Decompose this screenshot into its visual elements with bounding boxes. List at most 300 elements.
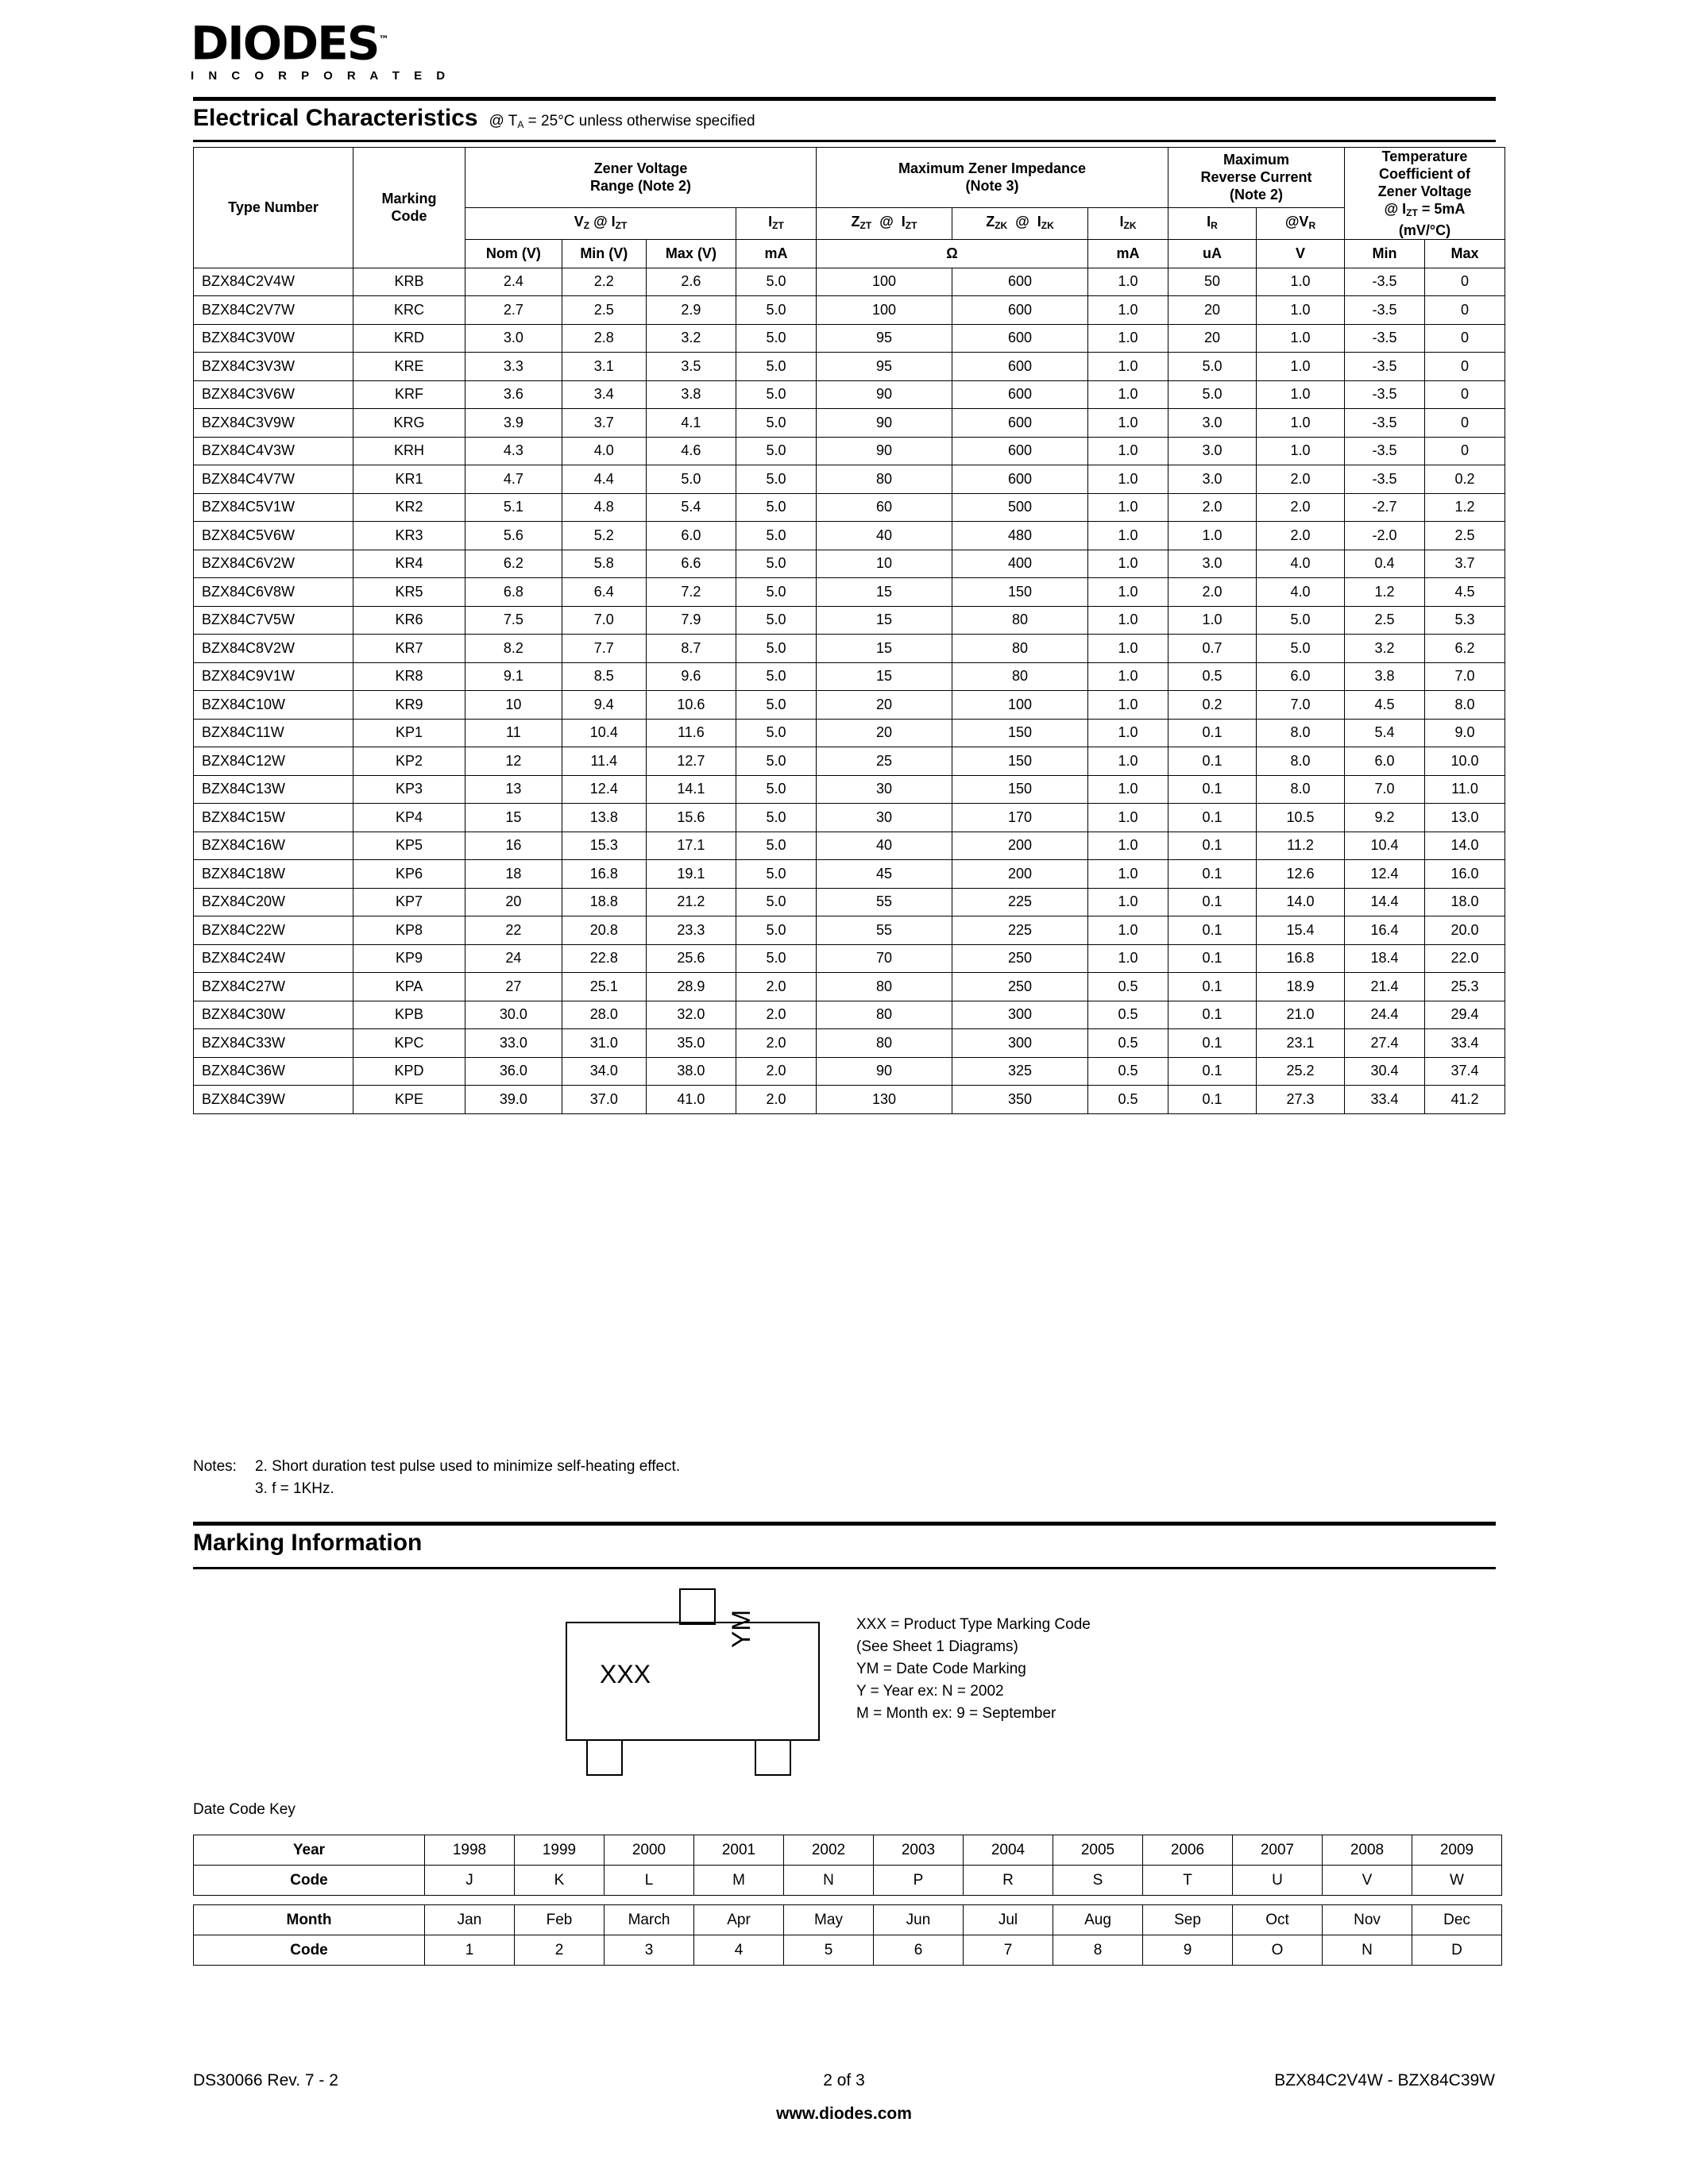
table-cell: 0.1 bbox=[1168, 832, 1257, 860]
date-code-cell: 8 bbox=[1053, 1935, 1143, 1966]
table-cell: 5.0 bbox=[736, 606, 817, 635]
table-cell: 14.4 bbox=[1345, 888, 1425, 916]
table-cell: 5.0 bbox=[736, 747, 817, 776]
table-cell: 17.1 bbox=[646, 832, 736, 860]
unit-nom-v: Nom (V) bbox=[465, 240, 562, 268]
table-cell: 8.0 bbox=[1425, 691, 1505, 720]
table-cell: 15 bbox=[817, 662, 952, 691]
table-cell: 0.1 bbox=[1168, 916, 1257, 945]
table-cell: 2.6 bbox=[646, 268, 736, 296]
table-cell: 300 bbox=[952, 1001, 1088, 1029]
table-cell: 11 bbox=[465, 719, 562, 747]
table-cell: -3.5 bbox=[1345, 324, 1425, 353]
date-code-cell: O bbox=[1233, 1935, 1323, 1966]
cell-type-number: BZX84C6V2W bbox=[194, 550, 353, 578]
table-cell: 10 bbox=[465, 691, 562, 720]
table-body bbox=[194, 268, 1505, 1113]
table-cell: 80 bbox=[817, 1001, 952, 1029]
table-cell: 10.4 bbox=[1345, 832, 1425, 860]
cell-type-number: BZX84C39W bbox=[194, 1086, 353, 1114]
table-cell: 1.0 bbox=[1088, 353, 1168, 381]
table-row bbox=[194, 380, 1505, 409]
table-row bbox=[194, 1086, 1505, 1114]
cell-type-number: BZX84C16W bbox=[194, 832, 353, 860]
table-cell: 2.4 bbox=[465, 268, 562, 296]
table-cell: 0 bbox=[1425, 437, 1505, 465]
table-cell: 5.0 bbox=[736, 662, 817, 691]
table-row bbox=[194, 465, 1505, 494]
table-cell: 18.0 bbox=[1425, 888, 1505, 916]
table-cell: 3.8 bbox=[1345, 662, 1425, 691]
table-cell: 5.0 bbox=[736, 691, 817, 720]
table-cell: 10.6 bbox=[646, 691, 736, 720]
table-cell: 5.0 bbox=[736, 296, 817, 325]
table-cell: 3.5 bbox=[646, 353, 736, 381]
section-title-marking: Marking Information bbox=[193, 1530, 423, 1556]
table-cell: KR8 bbox=[353, 662, 465, 691]
table-cell: 100 bbox=[952, 691, 1088, 720]
table-cell: 5.0 bbox=[736, 268, 817, 296]
table-cell: 5.0 bbox=[736, 353, 817, 381]
date-code-cell: May bbox=[784, 1905, 874, 1935]
table-cell: 600 bbox=[952, 465, 1088, 494]
table-cell: KR6 bbox=[353, 606, 465, 635]
table-cell: 13.0 bbox=[1425, 804, 1505, 832]
table-cell: 1.0 bbox=[1088, 719, 1168, 747]
table-cell: 600 bbox=[952, 324, 1088, 353]
table-cell: 2.9 bbox=[646, 296, 736, 325]
table-cell: 32.0 bbox=[646, 1001, 736, 1029]
marking-legend bbox=[856, 1614, 1091, 1725]
date-code-row bbox=[194, 1835, 1502, 1866]
table-row bbox=[194, 944, 1505, 973]
table-cell: 25.3 bbox=[1425, 973, 1505, 1001]
table-cell: 13.8 bbox=[562, 804, 646, 832]
table-cell: 16.8 bbox=[562, 860, 646, 889]
table-row bbox=[194, 691, 1505, 720]
table-cell: KR1 bbox=[353, 465, 465, 494]
legend-line-5: M = Month ex: 9 = September bbox=[856, 1705, 1056, 1722]
table-cell: 5.0 bbox=[1168, 380, 1257, 409]
table-cell: 16.4 bbox=[1345, 916, 1425, 945]
date-code-cell: Dec bbox=[1412, 1905, 1502, 1935]
table-row bbox=[194, 353, 1505, 381]
table-cell: 8.0 bbox=[1257, 747, 1345, 776]
section-title-electrical: Electrical Characteristics bbox=[193, 105, 478, 131]
table-row bbox=[194, 1001, 1505, 1029]
table-cell: 25 bbox=[817, 747, 952, 776]
date-code-cell: March bbox=[605, 1905, 694, 1935]
table-cell: 0 bbox=[1425, 324, 1505, 353]
table-cell: KR3 bbox=[353, 522, 465, 550]
cell-type-number: BZX84C20W bbox=[194, 888, 353, 916]
table-cell: 250 bbox=[952, 944, 1088, 973]
table-cell: 25.1 bbox=[562, 973, 646, 1001]
table-cell: KP6 bbox=[353, 860, 465, 889]
table-cell: 41.2 bbox=[1425, 1086, 1505, 1114]
table-cell: 34.0 bbox=[562, 1057, 646, 1086]
table-cell: 4.0 bbox=[1257, 578, 1345, 607]
subcol-zzk-at-izk: $Z_{ZK}$ @ $I_{ZK}$ bbox=[952, 207, 1088, 239]
table-cell: 0 bbox=[1425, 409, 1505, 438]
table-cell: KP5 bbox=[353, 832, 465, 860]
table-cell: 5.0 bbox=[736, 437, 817, 465]
table-cell: 0.5 bbox=[1088, 1086, 1168, 1114]
table-row bbox=[194, 804, 1505, 832]
table-cell: 14.1 bbox=[646, 775, 736, 804]
date-code-cell: V bbox=[1323, 1866, 1412, 1896]
table-cell: KPA bbox=[353, 973, 465, 1001]
table-cell: 600 bbox=[952, 268, 1088, 296]
table-cell: KP4 bbox=[353, 804, 465, 832]
date-code-cell: Apr bbox=[694, 1905, 784, 1935]
month-code-table bbox=[193, 1904, 1502, 1966]
table-cell: KPB bbox=[353, 1001, 465, 1029]
table-cell: 21.4 bbox=[1345, 973, 1425, 1001]
logo-wordmark: DIODES™ bbox=[191, 16, 389, 71]
table-cell: 10.5 bbox=[1257, 804, 1345, 832]
table-cell: 11.4 bbox=[562, 747, 646, 776]
table-cell: 1.0 bbox=[1088, 662, 1168, 691]
table-cell: 1.0 bbox=[1088, 747, 1168, 776]
footer-page-number: 2 of 3 bbox=[823, 2071, 865, 2089]
date-code-cell: Feb bbox=[515, 1905, 605, 1935]
table-cell: KRD bbox=[353, 324, 465, 353]
table-cell: 95 bbox=[817, 324, 952, 353]
table-cell: 10 bbox=[817, 550, 952, 578]
table-cell: 5.0 bbox=[736, 804, 817, 832]
cell-type-number: BZX84C8V2W bbox=[194, 635, 353, 663]
table-cell: 15.6 bbox=[646, 804, 736, 832]
table-cell: 18.8 bbox=[562, 888, 646, 916]
table-cell: KRB bbox=[353, 268, 465, 296]
table-cell: 10.4 bbox=[562, 719, 646, 747]
table-cell: 0.4 bbox=[1345, 550, 1425, 578]
table-cell: 1.0 bbox=[1088, 550, 1168, 578]
table-row bbox=[194, 747, 1505, 776]
table-cell: 4.5 bbox=[1345, 691, 1425, 720]
table-cell: 5.0 bbox=[736, 550, 817, 578]
date-code-cell: U bbox=[1233, 1866, 1323, 1896]
cell-type-number: BZX84C12W bbox=[194, 747, 353, 776]
table-cell: 8.5 bbox=[562, 662, 646, 691]
table-cell: 80 bbox=[952, 635, 1088, 663]
table-cell: 8.2 bbox=[465, 635, 562, 663]
table-cell: 4.0 bbox=[1257, 550, 1345, 578]
table-cell: 5.0 bbox=[736, 916, 817, 945]
date-code-cell: 2001 bbox=[694, 1835, 784, 1866]
table-row bbox=[194, 296, 1505, 325]
date-code-cell: 1998 bbox=[425, 1835, 515, 1866]
table-cell: 1.0 bbox=[1088, 832, 1168, 860]
table-cell: 80 bbox=[952, 606, 1088, 635]
table-cell: 3.0 bbox=[1168, 437, 1257, 465]
date-code-cell: 6 bbox=[874, 1935, 964, 1966]
table-cell: 15.3 bbox=[562, 832, 646, 860]
table-cell: 3.2 bbox=[646, 324, 736, 353]
table-cell: 5.3 bbox=[1425, 606, 1505, 635]
table-cell: 90 bbox=[817, 437, 952, 465]
table-cell: 20.0 bbox=[1425, 916, 1505, 945]
table-cell: 2.0 bbox=[736, 1057, 817, 1086]
table-cell: 2.0 bbox=[736, 1029, 817, 1058]
unit-tc-max: Max bbox=[1425, 240, 1505, 268]
table-cell: 6.0 bbox=[1345, 747, 1425, 776]
table-cell: 1.0 bbox=[1088, 775, 1168, 804]
cell-type-number: BZX84C3V3W bbox=[194, 353, 353, 381]
table-cell: 0.1 bbox=[1168, 1001, 1257, 1029]
table-cell: KPD bbox=[353, 1057, 465, 1086]
table-cell: 600 bbox=[952, 353, 1088, 381]
table-cell: KR7 bbox=[353, 635, 465, 663]
unit-ma-izt: mA bbox=[736, 240, 817, 268]
table-cell: 38.0 bbox=[646, 1057, 736, 1086]
date-code-key-label: Date Code Key bbox=[193, 1801, 295, 1818]
table-cell: 6.2 bbox=[465, 550, 562, 578]
table-cell: 4.6 bbox=[646, 437, 736, 465]
notes-block bbox=[193, 1456, 680, 1500]
table-cell: 200 bbox=[952, 832, 1088, 860]
table-cell: 5.0 bbox=[736, 860, 817, 889]
table-cell: KRF bbox=[353, 380, 465, 409]
cell-type-number: BZX84C33W bbox=[194, 1029, 353, 1058]
table-cell: 3.0 bbox=[1168, 465, 1257, 494]
table-cell: 2.5 bbox=[1425, 522, 1505, 550]
table-cell: 36.0 bbox=[465, 1057, 562, 1086]
table-cell: 150 bbox=[952, 747, 1088, 776]
table-cell: 28.9 bbox=[646, 973, 736, 1001]
table-cell: 14.0 bbox=[1425, 832, 1505, 860]
table-cell: 3.9 bbox=[465, 409, 562, 438]
date-code-row-label: Code bbox=[194, 1866, 425, 1896]
table-cell: 1.0 bbox=[1257, 296, 1345, 325]
table-cell: 4.3 bbox=[465, 437, 562, 465]
cell-type-number: BZX84C4V3W bbox=[194, 437, 353, 465]
table-cell: KR5 bbox=[353, 578, 465, 607]
note-3: 3. f = 1KHz. bbox=[255, 1480, 334, 1497]
subcol-at-vr: $@V_R$ bbox=[1257, 207, 1345, 239]
table-row bbox=[194, 635, 1505, 663]
table-cell: 0.5 bbox=[1088, 1057, 1168, 1086]
table-row bbox=[194, 437, 1505, 465]
electrical-characteristics-table bbox=[193, 147, 1505, 1114]
table-row bbox=[194, 916, 1505, 945]
table-cell: 33.4 bbox=[1345, 1086, 1425, 1114]
table-cell: 5.4 bbox=[1345, 719, 1425, 747]
table-cell: 1.0 bbox=[1088, 944, 1168, 973]
subcol-izk: $I_{ZK}$ bbox=[1088, 207, 1168, 239]
diodes-logo bbox=[191, 16, 477, 91]
table-row bbox=[194, 522, 1505, 550]
date-code-cell: M bbox=[694, 1866, 784, 1896]
table-cell: KP8 bbox=[353, 916, 465, 945]
date-code-cell: W bbox=[1412, 1866, 1502, 1896]
table-cell: 600 bbox=[952, 437, 1088, 465]
table-cell: 200 bbox=[952, 860, 1088, 889]
unit-tc-min: Min bbox=[1345, 240, 1425, 268]
table-cell: 9.1 bbox=[465, 662, 562, 691]
table-cell: 5.0 bbox=[736, 944, 817, 973]
table-cell: -3.5 bbox=[1345, 296, 1425, 325]
table-cell: 80 bbox=[817, 465, 952, 494]
table-cell: 5.0 bbox=[736, 409, 817, 438]
table-cell: 5.6 bbox=[465, 522, 562, 550]
table-cell: -3.5 bbox=[1345, 353, 1425, 381]
header-rule-bottom bbox=[193, 140, 1496, 142]
table-cell: 29.4 bbox=[1425, 1001, 1505, 1029]
table-cell: 7.9 bbox=[646, 606, 736, 635]
table-cell: 5.0 bbox=[736, 888, 817, 916]
date-code-row-label: Code bbox=[194, 1935, 425, 1966]
cell-type-number: BZX84C30W bbox=[194, 1001, 353, 1029]
footer-part-range: BZX84C2V4W - BZX84C39W bbox=[1274, 2071, 1495, 2089]
date-code-cell: 3 bbox=[605, 1935, 694, 1966]
table-cell: 100 bbox=[817, 268, 952, 296]
table-header bbox=[194, 148, 1505, 268]
table-cell: 0.1 bbox=[1168, 888, 1257, 916]
table-cell: 1.0 bbox=[1088, 916, 1168, 945]
table-cell: KRC bbox=[353, 296, 465, 325]
marking-rule-top bbox=[193, 1522, 1496, 1526]
table-cell: 21.0 bbox=[1257, 1001, 1345, 1029]
col-type-number: Type Number bbox=[194, 148, 353, 268]
note-2: 2. Short duration test pulse used to minimize self-heating effect. bbox=[255, 1458, 681, 1475]
table-cell: 5.0 bbox=[736, 775, 817, 804]
table-cell: 15 bbox=[817, 578, 952, 607]
table-header-row-1 bbox=[194, 148, 1505, 208]
table-cell: 9.4 bbox=[562, 691, 646, 720]
table-cell: 170 bbox=[952, 804, 1088, 832]
table-cell: 25.2 bbox=[1257, 1057, 1345, 1086]
table-row bbox=[194, 719, 1505, 747]
date-code-cell: Aug bbox=[1053, 1905, 1143, 1935]
table-cell: 41.0 bbox=[646, 1086, 736, 1114]
cell-type-number: BZX84C36W bbox=[194, 1057, 353, 1086]
table-cell: 55 bbox=[817, 888, 952, 916]
table-row bbox=[194, 578, 1505, 607]
package-pin-top bbox=[679, 1588, 716, 1625]
table-cell: 21.2 bbox=[646, 888, 736, 916]
table-cell: 20 bbox=[817, 691, 952, 720]
table-cell: 2.5 bbox=[562, 296, 646, 325]
col-temp-coefficient: Temperature Coefficient of Zener Voltage @ $I_{ZT} = 5mA$ (mV/°C) bbox=[1345, 148, 1505, 240]
table-cell: KP9 bbox=[353, 944, 465, 973]
table-cell: 9.2 bbox=[1345, 804, 1425, 832]
table-cell: 5.0 bbox=[1257, 635, 1345, 663]
table-row bbox=[194, 606, 1505, 635]
date-code-cell: 7 bbox=[964, 1935, 1053, 1966]
legend-line-3: YM = Date Code Marking bbox=[856, 1661, 1026, 1677]
date-code-cell: Jan bbox=[425, 1905, 515, 1935]
table-cell: 14.0 bbox=[1257, 888, 1345, 916]
table-cell: 1.0 bbox=[1088, 804, 1168, 832]
table-cell: 0 bbox=[1425, 296, 1505, 325]
table-cell: 600 bbox=[952, 409, 1088, 438]
table-cell: 27.4 bbox=[1345, 1029, 1425, 1058]
table-cell: 12.7 bbox=[646, 747, 736, 776]
header-rule-top bbox=[193, 97, 1496, 101]
table-cell: 5.0 bbox=[1168, 353, 1257, 381]
table-cell: 1.0 bbox=[1088, 296, 1168, 325]
table-cell: 22 bbox=[465, 916, 562, 945]
legend-line-1: XXX = Product Type Marking Code bbox=[856, 1616, 1091, 1633]
date-code-cell: N bbox=[1323, 1935, 1412, 1966]
table-cell: 2.0 bbox=[1257, 493, 1345, 522]
table-cell: 5.0 bbox=[646, 465, 736, 494]
date-code-cell: 1 bbox=[425, 1935, 515, 1966]
table-row bbox=[194, 493, 1505, 522]
table-cell: 225 bbox=[952, 916, 1088, 945]
table-cell: 22.0 bbox=[1425, 944, 1505, 973]
table-cell: KPC bbox=[353, 1029, 465, 1058]
table-row bbox=[194, 662, 1505, 691]
table-cell: 7.0 bbox=[1345, 775, 1425, 804]
table-cell: 0 bbox=[1425, 268, 1505, 296]
table-cell: 80 bbox=[817, 973, 952, 1001]
table-cell: KP3 bbox=[353, 775, 465, 804]
table-cell: 20 bbox=[1168, 296, 1257, 325]
table-cell: 30.4 bbox=[1345, 1057, 1425, 1086]
table-cell: 2.0 bbox=[1168, 493, 1257, 522]
table-cell: -3.5 bbox=[1345, 437, 1425, 465]
table-cell: 37.4 bbox=[1425, 1057, 1505, 1086]
table-cell: 6.0 bbox=[1257, 662, 1345, 691]
cell-type-number: BZX84C10W bbox=[194, 691, 353, 720]
cell-type-number: BZX84C2V4W bbox=[194, 268, 353, 296]
table-cell: 0.1 bbox=[1168, 804, 1257, 832]
section-subtitle-electrical: @ $T_A = 25^\circ C$ unless otherwise specified bbox=[489, 113, 755, 130]
unit-ma-izk: mA bbox=[1088, 240, 1168, 268]
table-cell: 1.2 bbox=[1345, 578, 1425, 607]
date-code-row bbox=[194, 1905, 1502, 1935]
table-cell: 35.0 bbox=[646, 1029, 736, 1058]
date-code-cell: Jul bbox=[964, 1905, 1053, 1935]
table-cell: 130 bbox=[817, 1086, 952, 1114]
table-cell: 6.8 bbox=[465, 578, 562, 607]
table-cell: 7.0 bbox=[1425, 662, 1505, 691]
table-cell: 1.0 bbox=[1257, 353, 1345, 381]
table-cell: 4.1 bbox=[646, 409, 736, 438]
table-cell: 20 bbox=[1168, 324, 1257, 353]
table-cell: 4.8 bbox=[562, 493, 646, 522]
date-code-row-label: Year bbox=[194, 1835, 425, 1866]
table-cell: 12.4 bbox=[562, 775, 646, 804]
table-cell: 5.0 bbox=[736, 635, 817, 663]
table-cell: 5.0 bbox=[736, 578, 817, 607]
table-cell: 3.0 bbox=[1168, 550, 1257, 578]
table-cell: 225 bbox=[952, 888, 1088, 916]
table-cell: 1.0 bbox=[1088, 380, 1168, 409]
table-cell: 3.0 bbox=[1168, 409, 1257, 438]
table-cell: 5.2 bbox=[562, 522, 646, 550]
date-code-cell: 2006 bbox=[1143, 1835, 1233, 1866]
table-cell: 19.1 bbox=[646, 860, 736, 889]
table-cell: 1.0 bbox=[1088, 691, 1168, 720]
table-cell: 2.0 bbox=[736, 1086, 817, 1114]
table-cell: 30.0 bbox=[465, 1001, 562, 1029]
table-cell: 3.0 bbox=[465, 324, 562, 353]
table-cell: 45 bbox=[817, 860, 952, 889]
table-cell: 2.0 bbox=[1257, 465, 1345, 494]
footer-website-link[interactable]: www.diodes.com bbox=[776, 2105, 912, 2123]
col-max-reverse-current: Maximum Reverse Current (Note 2) bbox=[1168, 148, 1345, 208]
table-cell: 500 bbox=[952, 493, 1088, 522]
table-cell: 31.0 bbox=[562, 1029, 646, 1058]
table-cell: 7.7 bbox=[562, 635, 646, 663]
table-cell: 11.2 bbox=[1257, 832, 1345, 860]
table-cell: 15 bbox=[817, 606, 952, 635]
cell-type-number: BZX84C9V1W bbox=[194, 662, 353, 691]
